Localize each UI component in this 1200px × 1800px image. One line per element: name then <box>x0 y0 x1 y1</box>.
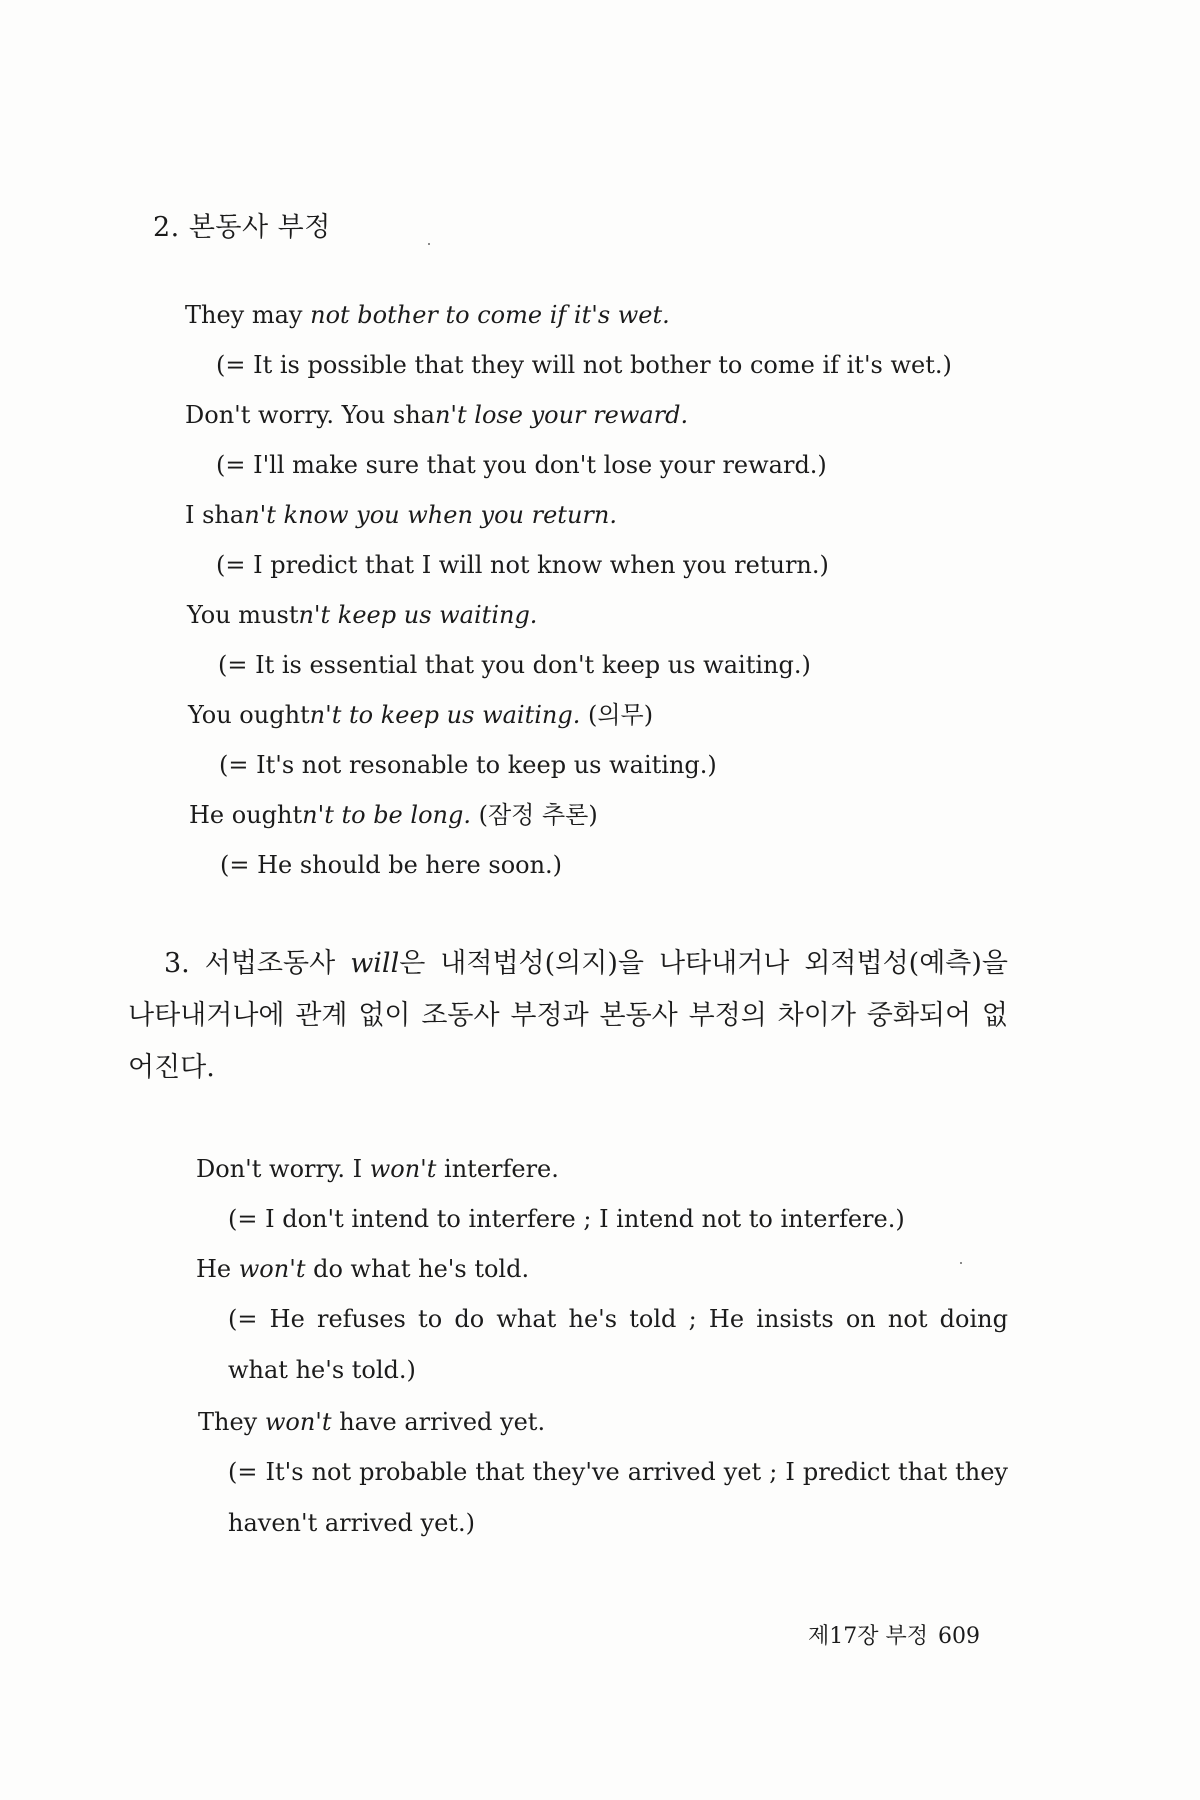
example-gloss: (= I'll make sure that you don't lose your reward.) <box>216 451 827 479</box>
section-2-heading: 2. 본동사 부정 <box>153 212 331 243</box>
section-3-paragraph: 3. 서법조동사 will은 내적법성(의지)을 나타내거나 외적법성(예측)을 나타내거나에 관계 없이 조동사 부정과 본동사 부정의 차이가 중화되어 없어진다. <box>128 948 1008 1083</box>
example-sentence: You mustn't keep us waiting. <box>187 601 538 629</box>
chapter-label: 제17장 부정 <box>808 1624 928 1649</box>
example-gloss: (= I predict that I will not know when you return.) <box>216 551 829 579</box>
example-sentence: They may not bother to come if it's wet. <box>185 301 670 329</box>
example-gloss: (= He should be here soon.) <box>220 851 563 879</box>
speck <box>428 243 430 245</box>
example-sentence: Don't worry. You shan't lose your reward. <box>185 401 689 429</box>
example-sentence: Don't worry. I won't interfere. <box>196 1155 559 1183</box>
example-gloss: (= It's not probable that they've arrived yet ; I predict that they haven't arrived yet.) <box>228 1458 1008 1537</box>
example-gloss: (= I don't intend to interfere ; I intend not to interfere.) <box>228 1205 905 1233</box>
example-sentence: You oughtn't to keep us waiting. (의무) <box>188 701 654 729</box>
example-sentence: He oughtn't to be long. (잠정 추론) <box>189 801 598 829</box>
example-gloss: (= It is possible that they will not bother to come if it's wet.) <box>216 351 952 379</box>
example-gloss: (= It is essential that you don't keep us waiting.) <box>218 651 811 679</box>
example-sentence: I shan't know you when you return. <box>185 501 617 529</box>
page-number: 609 <box>938 1624 980 1649</box>
example-gloss: (= It's not resonable to keep us waiting.) <box>219 751 717 779</box>
speck <box>960 1262 962 1264</box>
example-sentence: He won't do what he's told. <box>196 1255 530 1283</box>
example-gloss: (= He refuses to do what he's told ; He insists on not doing what he's told.) <box>228 1305 1008 1384</box>
example-sentence: They won't have arrived yet. <box>198 1408 546 1436</box>
page-footer <box>808 1619 980 1650</box>
